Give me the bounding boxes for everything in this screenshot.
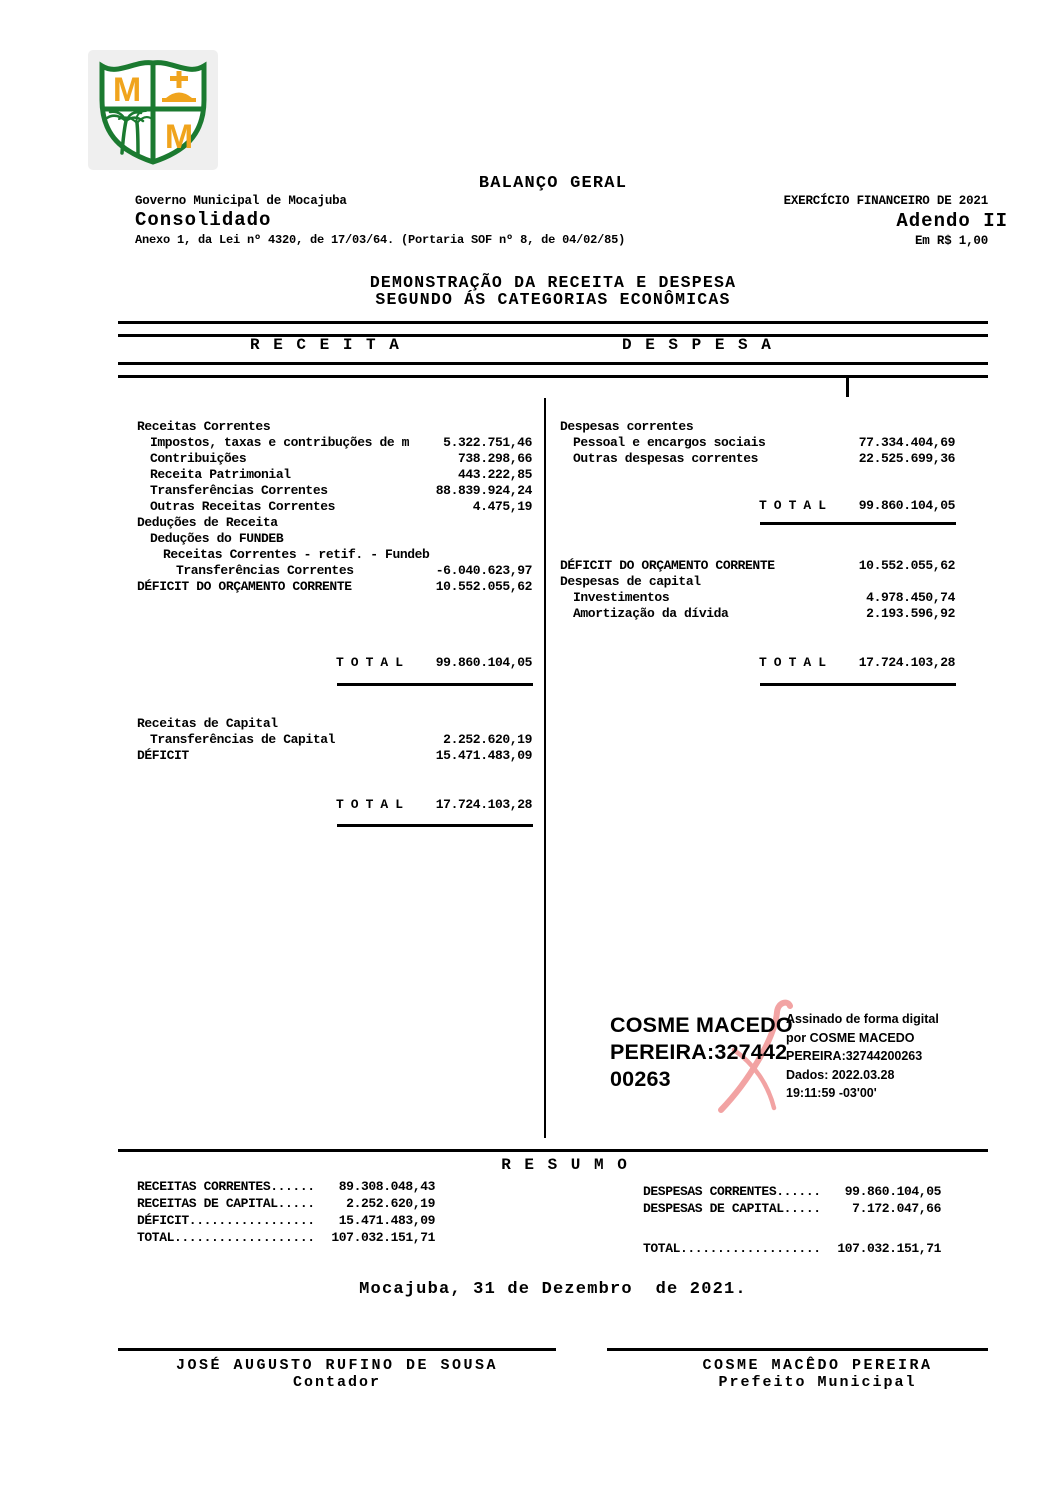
row-value: 10.552.055,62: [858, 558, 955, 573]
total-underline: [337, 683, 533, 686]
despesa-capital-table: [560, 558, 955, 622]
municipal-crest-logo: [88, 50, 218, 170]
row-label: RECEITAS CORRENTES......: [137, 1179, 315, 1194]
row-value: 2.252.620,19: [346, 1196, 435, 1211]
resumo-despesas-total: [643, 1241, 941, 1256]
row-label: Receitas Correntes: [137, 419, 271, 434]
row-value: 15.471.483,09: [435, 748, 532, 763]
signer-left-role: Contador: [292, 1374, 381, 1391]
row-value: 7.172.047,66: [852, 1201, 941, 1216]
table-row: [560, 574, 955, 590]
row-value: 77.334.404,69: [858, 435, 955, 450]
row-value: 443.222,85: [457, 467, 532, 482]
total-value: 17.724.103,28: [435, 797, 532, 812]
row-label: Amortização da dívida: [573, 606, 729, 621]
table-row: [560, 451, 955, 467]
signer-right-name: COSME MACÊDO PEREIRA: [702, 1357, 933, 1374]
total-label: T O T A L: [759, 655, 826, 670]
row-value: 5.322.751,46: [443, 435, 532, 450]
table-row: [137, 419, 532, 435]
table-row: [560, 606, 955, 622]
digital-signature-details: [786, 1010, 939, 1103]
text-line: PEREIRA:32744200263: [786, 1049, 923, 1064]
total-label: T O T A L: [336, 655, 403, 670]
org-name: Governo Municipal de Mocajuba: [135, 194, 347, 208]
signer-left-name: JOSÉ AUGUSTO RUFINO DE SOUSA: [175, 1357, 499, 1374]
total-value: 107.032.151,71: [837, 1241, 941, 1256]
text-line: PEREIRA:327442: [610, 1040, 788, 1064]
resumo-despesas-table: [643, 1183, 941, 1217]
row-label: Receitas Correntes - retif. - Fundeb: [163, 547, 430, 562]
resumo-receitas-table: [137, 1178, 435, 1246]
table-row: [137, 1178, 435, 1195]
row-value: 15.471.483,09: [338, 1213, 435, 1228]
total-value: 99.860.104,05: [435, 655, 532, 670]
table-row: [560, 590, 955, 606]
row-value: 89.308.048,43: [338, 1179, 435, 1194]
letter-m-glyph-bottom: M: [164, 118, 194, 156]
row-label: Deduções de Receita: [137, 515, 278, 530]
scope-label: Consolidado: [135, 209, 272, 231]
text-line: COSME MACEDO: [610, 1013, 793, 1037]
row-value: 2.252.620,19: [443, 732, 532, 747]
receita-current-table: [137, 419, 532, 595]
receita-capital-table: [137, 716, 532, 764]
report-title: BALANÇO GERAL: [478, 174, 628, 193]
date-line: Mocajuba, 31 de Dezembro de 2021.: [359, 1280, 747, 1299]
row-label: Receita Patrimonial: [150, 467, 291, 482]
row-label: DÉFICIT DO ORÇAMENTO CORRENTE: [560, 558, 775, 573]
row-label: DÉFICIT DO ORÇAMENTO CORRENTE: [137, 579, 352, 594]
row-label: DESPESAS CORRENTES......: [643, 1184, 821, 1199]
row-label: Investimentos: [573, 590, 670, 605]
receita-total-capital: [336, 797, 532, 812]
row-label: Outras Receitas Correntes: [150, 499, 336, 514]
row-value: 4.475,19: [472, 499, 532, 514]
total-underline: [337, 824, 533, 827]
total-value: 99.860.104,05: [858, 498, 955, 513]
resumo-rule: [118, 1149, 988, 1152]
row-value: 4.978.450,74: [866, 590, 955, 605]
table-row: [137, 547, 532, 563]
row-label: Despesas de capital: [560, 574, 701, 589]
row-value: 107.032.151,71: [331, 1230, 435, 1245]
row-label: Contribuições: [150, 451, 247, 466]
signature-line-left: [118, 1348, 556, 1351]
text-line: Dados: 2022.03.28: [786, 1067, 895, 1082]
row-value: 99.860.104,05: [844, 1184, 941, 1199]
double-rule-top: [118, 321, 988, 337]
double-rule-bottom: [118, 362, 988, 378]
row-label: RECEITAS DE CAPITAL.....: [137, 1196, 315, 1211]
letter-m-glyph-top: M: [112, 71, 142, 109]
row-label: DÉFICIT.................: [137, 1213, 315, 1228]
signature-line-right: [607, 1348, 988, 1351]
row-label: Transferências Correntes: [176, 563, 354, 578]
total-value: 17.724.103,28: [858, 655, 955, 670]
row-label: Outras despesas correntes: [573, 451, 759, 466]
table-row: [137, 483, 532, 499]
row-label: DESPESAS DE CAPITAL.....: [643, 1201, 821, 1216]
total-label: T O T A L: [759, 498, 826, 513]
digital-signature-name: [610, 1012, 793, 1093]
column-header-despesa: D E S P E S A: [622, 336, 773, 354]
row-label: Impostos, taxas e contribuções de m: [150, 435, 410, 450]
table-row: [137, 563, 532, 579]
row-label: Despesas correntes: [560, 419, 694, 434]
despesa-current-table: [560, 419, 955, 467]
table-row: [643, 1200, 941, 1217]
table-row: [137, 732, 532, 748]
row-value: -6.040.623,97: [435, 563, 532, 578]
row-label: Pessoal e encargos sociais: [573, 435, 766, 450]
total-underline: [760, 522, 956, 525]
table-row: [137, 515, 532, 531]
currency-unit-label: Em R$ 1,00: [914, 234, 988, 248]
row-label: TOTAL...................: [137, 1230, 315, 1245]
table-row: [137, 716, 532, 732]
table-row: [137, 1212, 435, 1229]
addendum-label: Adendo II: [896, 210, 1008, 232]
row-label: Receitas de Capital: [137, 716, 278, 731]
row-value: 738.298,66: [457, 451, 532, 466]
row-label: Transferências de Capital: [150, 732, 336, 747]
resumo-title: R E S U M O: [501, 1156, 629, 1174]
fiscal-year-label: EXERCÍCIO FINANCEIRO DE 2021: [783, 194, 988, 208]
table-row: [560, 435, 955, 451]
table-row: [643, 1183, 941, 1200]
text-line: 00263: [610, 1067, 671, 1091]
section-title-line1: DEMONSTRAÇÃO DA RECEITA E DESPESA: [369, 273, 737, 292]
table-row: [137, 467, 532, 483]
total-underline: [760, 683, 956, 686]
table-row: [137, 1229, 435, 1246]
row-value: 22.525.699,36: [858, 451, 955, 466]
receita-total-current: [336, 655, 532, 670]
column-header-receita: R E C E I T A: [250, 336, 401, 354]
table-row: [137, 435, 532, 451]
table-row: [137, 1195, 435, 1212]
text-line: 19:11:59 -03'00': [786, 1086, 877, 1101]
signer-right-role: Prefeito Municipal: [718, 1374, 917, 1391]
table-row: [137, 499, 532, 515]
total-label: T O T A L: [336, 797, 403, 812]
row-label: Deduções do FUNDEB: [150, 531, 284, 546]
table-row: [137, 748, 532, 764]
legal-reference: Anexo 1, da Lei nº 4320, de 17/03/64. (Portaria SOF nº 8, de 04/02/85): [135, 233, 626, 247]
table-row: [137, 579, 532, 595]
column-divider: [544, 398, 546, 1138]
table-row: [137, 531, 532, 547]
table-row: [560, 419, 955, 435]
row-value: 2.193.596,92: [866, 606, 955, 621]
total-label: TOTAL...................: [643, 1241, 821, 1256]
tick-mark: [846, 375, 849, 397]
section-title-line2: SEGUNDO ÁS CATEGORIAS ECONÔMICAS: [375, 290, 731, 309]
row-label: Transferências Correntes: [150, 483, 328, 498]
row-label: DÉFICIT: [137, 748, 189, 763]
text-line: Assinado de forma digital: [786, 1012, 939, 1026]
despesa-total-capital: [759, 655, 955, 670]
text-line: por COSME MACEDO: [786, 1030, 915, 1045]
table-row: [560, 558, 955, 574]
table-row: [137, 451, 532, 467]
despesa-total-current: [759, 498, 955, 513]
row-value: 10.552.055,62: [435, 579, 532, 594]
row-value: 88.839.924,24: [435, 483, 532, 498]
